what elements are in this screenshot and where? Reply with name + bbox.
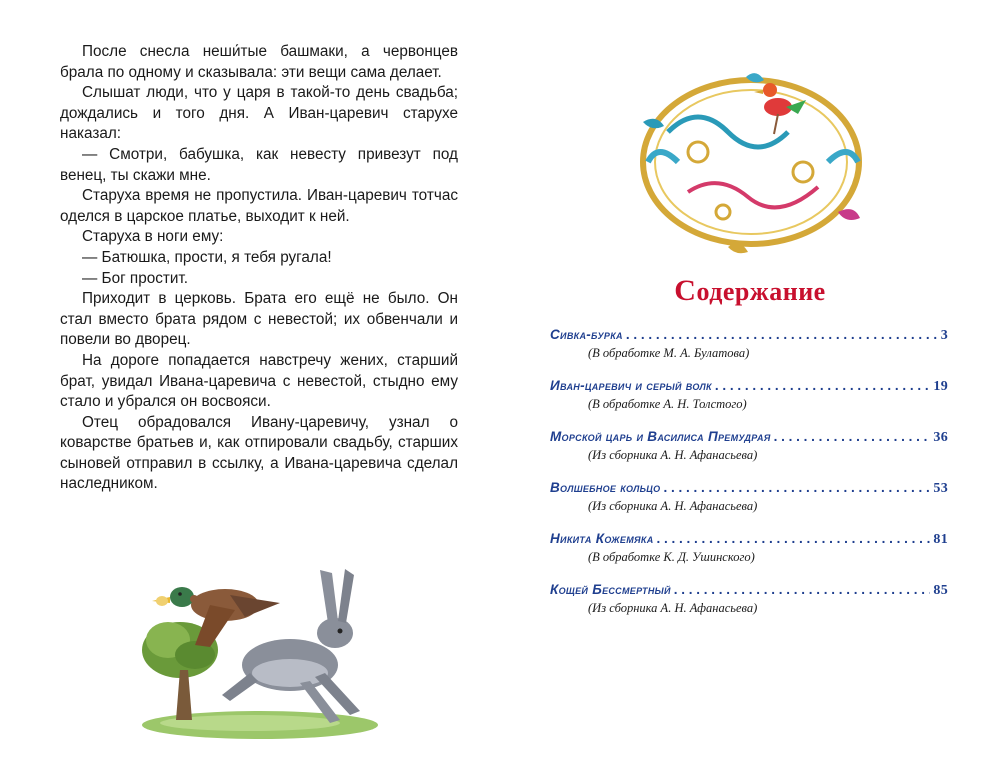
toc-entry[interactable]	[550, 581, 948, 632]
toc-entry-title: Сивка-бурка	[550, 327, 623, 342]
toc-leader	[774, 428, 931, 446]
toc-leader	[663, 479, 930, 497]
toc-entry-page: 81	[933, 532, 948, 547]
story-paragraph: — Смотри, бабушка, как невесту привезут под венец, ты скажи мне.	[60, 145, 458, 184]
toc-entry-source: (В обработке М. А. Булатова)	[588, 346, 750, 360]
toc-entry-page: 36	[933, 430, 948, 445]
toc-entry-page: 19	[933, 379, 948, 394]
right-page	[500, 0, 1000, 768]
toc-entry-source: (Из сборника А. Н. Афанасьева)	[588, 448, 758, 462]
toc-entry-title: Морской царь и Василиса Премудрая	[550, 429, 771, 444]
story-text	[60, 42, 458, 495]
toc-entry[interactable]	[550, 377, 948, 428]
story-paragraph: На дороге попадается навстречу жених, старший брат, увидал Ивана-царевича с невестой, стыдно ему стало и убрался он восвояси.	[60, 351, 458, 411]
toc-entry[interactable]	[550, 428, 948, 479]
decorative-letter-o-ornament	[628, 62, 874, 262]
toc-title: Содержание	[674, 274, 826, 307]
toc-leader	[674, 581, 931, 599]
toc-entry-title: Волшебное кольцо	[550, 480, 661, 495]
story-paragraph: — Бог простит.	[82, 269, 188, 287]
toc-entry-source: (В обработке А. Н. Толстого)	[588, 397, 747, 411]
toc-entry-source: (Из сборника А. Н. Афанасьева)	[588, 499, 758, 513]
toc-entry-title: Иван-царевич и серый волк	[550, 378, 712, 393]
toc-entry-page: 3	[940, 328, 948, 343]
toc-leader	[657, 530, 931, 548]
toc-leader	[715, 377, 931, 395]
toc-entry[interactable]	[550, 479, 948, 530]
toc-entry-source: (Из сборника А. Н. Афанасьева)	[588, 601, 758, 615]
toc-entry-title: Никита Кожемяка	[550, 531, 654, 546]
story-paragraph: После снесла неши́тые башмаки, а червонцев брала по одному и сказывала: эти вещи сама делает.	[60, 43, 458, 81]
table-of-contents	[550, 326, 948, 632]
toc-entry-title: Кощей Бессмертный	[550, 582, 671, 597]
toc-entry-source: (В обработке К. Д. Ушинского)	[588, 550, 755, 564]
story-paragraph: Слышат люди, что у царя в такой-то день свадьба; дождались и того дня. А Иван-царевич старухе наказал:	[60, 84, 458, 143]
toc-leader	[626, 326, 938, 344]
story-paragraph: Старуха время не пропустила. Иван-царевич тотчас оделся в царское платье, выходит к ней.	[60, 187, 458, 225]
story-paragraph: — Батюшка, прости, я тебя ругала!	[82, 248, 332, 266]
toc-entry[interactable]	[550, 326, 948, 377]
toc-entry-page: 53	[933, 481, 948, 496]
story-paragraph: Отец обрадовался Ивану-царевичу, узнал о коварстве братьев и, как отпировали свадьбу, старших сыновей отправил в ссылку, а Ивана-царевича сделал наследником.	[60, 413, 458, 493]
toc-entry[interactable]	[550, 530, 948, 581]
toc-entry-page: 85	[933, 583, 948, 598]
duck-and-hare-illustration	[140, 555, 385, 740]
story-paragraph: Старуха в ноги ему:	[82, 228, 224, 246]
story-paragraph: Приходит в церковь. Брата его ещё не было. Он стал вместо брата рядом с невестой; их обвенчали и повели во дворец.	[60, 290, 458, 349]
